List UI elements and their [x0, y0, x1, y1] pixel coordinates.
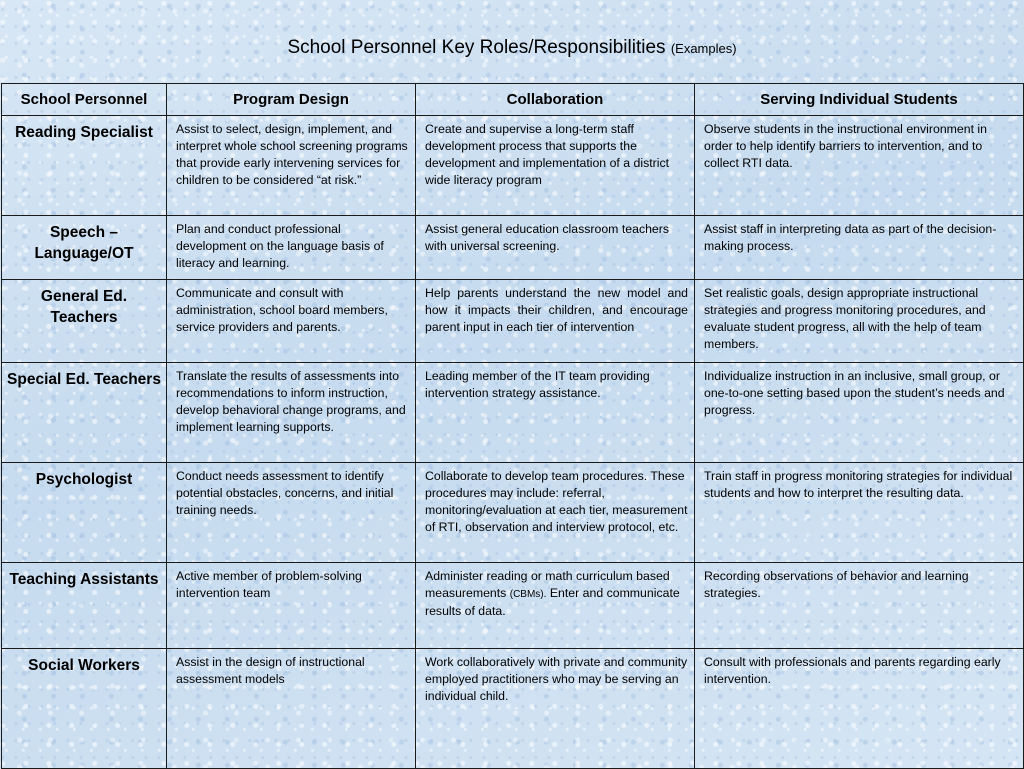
personnel-cell: Social Workers — [2, 649, 167, 769]
collaboration-cell: Help parents understand the new model and how it impacts their children, and encourage parent input in each tier of intervention — [416, 280, 695, 363]
collaboration-text-before: Administer reading or math curriculum based measurements — [425, 569, 670, 600]
program-design-cell: Translate the results of assessments into recommendations to inform instruction, develop behavioral change programs, and implement learning supports. — [167, 363, 416, 463]
collaboration-cell: Assist general education classroom teachers with universal screening. — [416, 216, 695, 280]
program-design-cell: Plan and conduct professional development on the language basis of literacy and learning. — [167, 216, 416, 280]
table-row — [2, 116, 1024, 216]
title-subtitle: (Examples) — [670, 41, 737, 56]
table-row — [2, 463, 1024, 563]
serving-cell: Observe students in the instructional environment in order to help identify barriers to intervention, and to collect RTI data. — [695, 116, 1024, 216]
collaboration-text-cbms: (CBMs). — [509, 589, 547, 600]
title-main: School Personnel Key Roles/Responsibilities — [287, 37, 666, 58]
collaboration-text-after: Enter and communicate results of data. — [425, 586, 680, 618]
serving-cell: Train staff in progress monitoring strategies for individual students and how to interpret the resulting data. — [695, 463, 1024, 563]
program-design-cell: Assist in the design of instructional assessment models — [167, 649, 416, 769]
program-design-cell: Active member of problem-solving intervention team — [167, 563, 416, 649]
collaboration-cell: Create and supervise a long-term staff development process that supports the development and implementation of a district wide literacy program — [416, 116, 695, 216]
collaboration-cell: Leading member of the IT team providing intervention strategy assistance. — [416, 363, 695, 463]
personnel-cell: Teaching Assistants — [2, 563, 167, 649]
table-row — [2, 649, 1024, 769]
table-row — [2, 563, 1024, 649]
page-title — [0, 36, 1024, 61]
personnel-cell: Special Ed. Teachers — [2, 363, 167, 463]
serving-cell: Recording observations of behavior and learning strategies. — [695, 563, 1024, 649]
roles-table — [1, 83, 1024, 769]
collaboration-cell: Work collaboratively with private and community employed practitioners who may be serving an individual child. — [416, 649, 695, 769]
table-row — [2, 280, 1024, 363]
serving-cell: Set realistic goals, design appropriate instructional strategies and progress monitoring procedures, and evaluate student progress, all with the help of team members. — [695, 280, 1024, 363]
table-row — [2, 216, 1024, 280]
program-design-cell: Conduct needs assessment to identify potential obstacles, concerns, and initial training needs. — [167, 463, 416, 563]
personnel-cell: General Ed. Teachers — [2, 280, 167, 363]
program-design-cell: Communicate and consult with administration, school board members, service providers and parents. — [167, 280, 416, 363]
personnel-cell: Reading Specialist — [2, 116, 167, 216]
header-school-personnel: School Personnel — [2, 84, 167, 116]
header-serving-individual-students: Serving Individual Students — [695, 84, 1024, 116]
table-row — [2, 363, 1024, 463]
header-program-design: Program Design — [167, 84, 416, 116]
program-design-cell: Assist to select, design, implement, and interpret whole school screening programs that provide early intervening services for children to be considered “at risk.” — [167, 116, 416, 216]
serving-cell: Individualize instruction in an inclusive, small group, or one-to-one setting based upon the student’s needs and progress. — [695, 363, 1024, 463]
table-header-row — [2, 84, 1024, 116]
personnel-cell: Speech – Language/OT — [2, 216, 167, 280]
collaboration-cell: Collaborate to develop team procedures. These procedures may include: referral, monitoring/evaluation at each tier, measurement of RTI, observation and interview protocol, etc. — [416, 463, 695, 563]
collaboration-cell — [416, 563, 695, 649]
serving-cell: Consult with professionals and parents regarding early intervention. — [695, 649, 1024, 769]
personnel-cell: Psychologist — [2, 463, 167, 563]
serving-cell: Assist staff in interpreting data as part of the decision-making process. — [695, 216, 1024, 280]
header-collaboration: Collaboration — [416, 84, 695, 116]
